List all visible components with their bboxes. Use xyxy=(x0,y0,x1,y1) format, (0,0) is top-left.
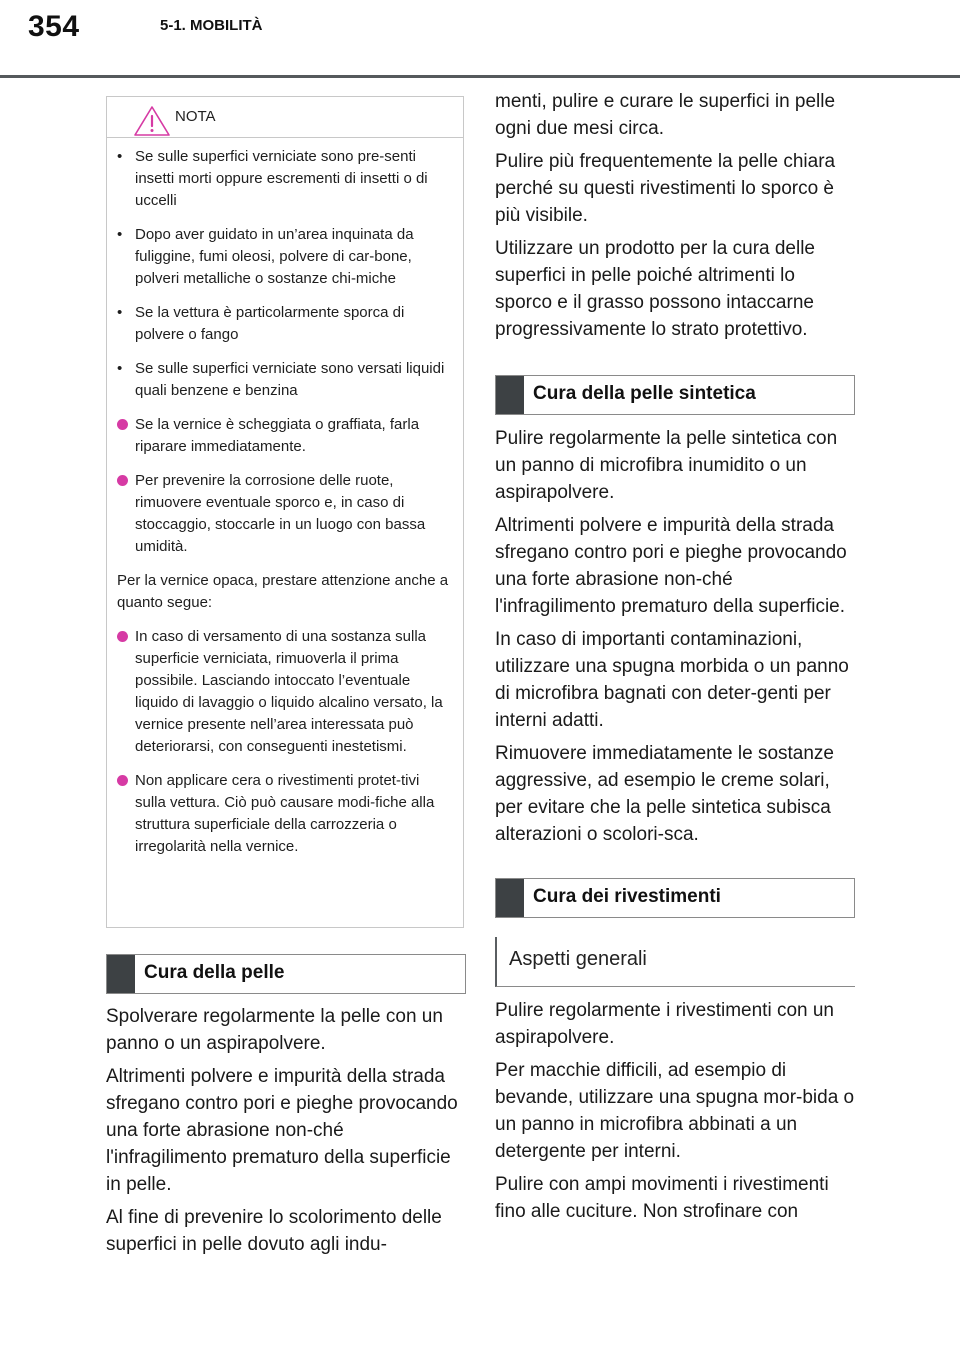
section-heading-sintetica: Cura della pelle sintetica xyxy=(495,375,855,415)
nota-dot-item: Per prevenire la corrosione delle ruote, rimuovere eventuale sporco e, in caso di stoccaggio, stoccarle in un luogo con bassa umidità. xyxy=(117,470,449,558)
paragraph: Altrimenti polvere e impurità della strada sfregano contro pori e pieghe provocando una forte abrasione non-ché l'infragilimento prematuro della superficie in pelle. xyxy=(106,1066,458,1195)
heading-bar xyxy=(496,376,524,414)
section-heading-pelle: Cura della pelle xyxy=(106,954,466,994)
paragraph: Per macchie difficili, ad esempio di bevande, utilizzare una spugna mor-bida o un panno in microfibra abbinati a un detergente per interni. xyxy=(495,1060,855,1162)
section-heading-rivestimenti: Cura dei rivestimenti xyxy=(495,878,855,918)
subheading-aspetti-generali: Aspetti generali xyxy=(495,937,855,987)
paragraph: menti, pulire e curare le superfici in pelle ogni due mesi circa. xyxy=(495,91,836,139)
rivestimenti-text xyxy=(495,997,855,1225)
nota-bullet: • Dopo aver guidato in un’area inquinata da fuliggine, fumi oleosi, polvere di car-bone, polveri metalliche o sostanze chi-miche xyxy=(117,226,414,287)
nota-dot-item: Se la vernice è scheggiata o graffiata, farla riparare immediatamente. xyxy=(117,414,449,458)
paragraph: Pulire regolarmente la pelle sintetica con un panno di microfibra inumidito o un aspirapolvere. xyxy=(495,428,838,503)
bullet-dot-icon xyxy=(117,419,128,430)
paragraph: Pulire regolarmente i rivestimenti con un aspirapolvere. xyxy=(495,1000,834,1048)
paragraph: Rimuovere immediatamente le sostanze aggressive, ad esempio le creme solari, per evitare che la pelle sintetica subisca alterazioni o scolori-sca. xyxy=(495,743,834,845)
paragraph: Pulire con ampi movimenti i rivestimenti fino alle cuciture. Non strofinare con xyxy=(495,1174,829,1222)
nota-header xyxy=(107,97,463,138)
nota-bullet: • Se sulle superfici verniciate sono versati liquidi quali benzene e benzina xyxy=(117,360,445,399)
header-rule xyxy=(0,75,960,78)
nota-dot-item: Non applicare cera o rivestimenti protet-tivi sulla vettura. Ciò può causare modi-fiche alla struttura superficiale della carrozzeria o irregolarità nella vernice. xyxy=(117,770,449,858)
bullet-dot-icon xyxy=(117,631,128,642)
page-number: 354 xyxy=(28,10,80,43)
paragraph: Al fine di prevenire lo scolorimento delle superfici in pelle dovuto agli indu- xyxy=(106,1207,442,1255)
nota-box xyxy=(106,96,464,928)
pelle-text xyxy=(106,1003,466,1258)
page-header xyxy=(0,0,960,80)
nota-title: NOTA xyxy=(175,108,216,125)
paragraph: Pulire più frequentemente la pelle chiara perché su questi rivestimenti lo sporco è più visibile. xyxy=(495,151,836,226)
nota-body xyxy=(107,138,463,858)
pelle-continued-text xyxy=(495,88,855,343)
nota-bullet: • Se sulle superfici verniciate sono pre-senti insetti morti oppure escrementi di insetti o di uccelli xyxy=(117,148,428,209)
nota-bullet: • Se la vettura è particolarmente sporca di polvere o fango xyxy=(117,304,405,343)
paragraph: Utilizzare un prodotto per la cura delle superfici in pelle poiché altrimenti lo sporco e il grasso possono intaccarne progressivamente lo strato protettivo. xyxy=(495,238,816,340)
paragraph: Spolverare regolarmente la pelle con un panno o un aspirapolvere. xyxy=(106,1006,443,1054)
paragraph: Altrimenti polvere e impurità della strada sfregano contro pori e pieghe provocando una forte abrasione non-ché l'infragilimento prematuro della superficie. xyxy=(495,515,847,617)
paragraph: In caso di importanti contaminazioni, utilizzare una spugna morbida o un panno di microfibra bagnati con deter-genti per interni adatti. xyxy=(495,629,849,731)
bullet-dot-icon xyxy=(117,775,128,786)
right-column xyxy=(495,88,855,1231)
nota-paragraph: Per la vernice opaca, prestare attenzione anche a quanto segue: xyxy=(117,572,449,611)
section-title: 5-1. MOBILITÀ xyxy=(160,17,263,34)
nota-dot-item: In caso di versamento di una sostanza sulla superficie verniciata, rimuoverla il prima possibile. Lasciando intoccato l’eventuale liquido di lavaggio o liquido alcalino versato, la vernice presente nell’area interessata può deteriorarsi, con conseguenti inestetismi. xyxy=(117,626,449,758)
heading-bar xyxy=(107,955,135,993)
warning-triangle-icon xyxy=(133,105,171,137)
heading-bar xyxy=(496,879,524,917)
left-column xyxy=(106,96,466,1264)
sintetica-text xyxy=(495,425,855,848)
bullet-dot-icon xyxy=(117,475,128,486)
